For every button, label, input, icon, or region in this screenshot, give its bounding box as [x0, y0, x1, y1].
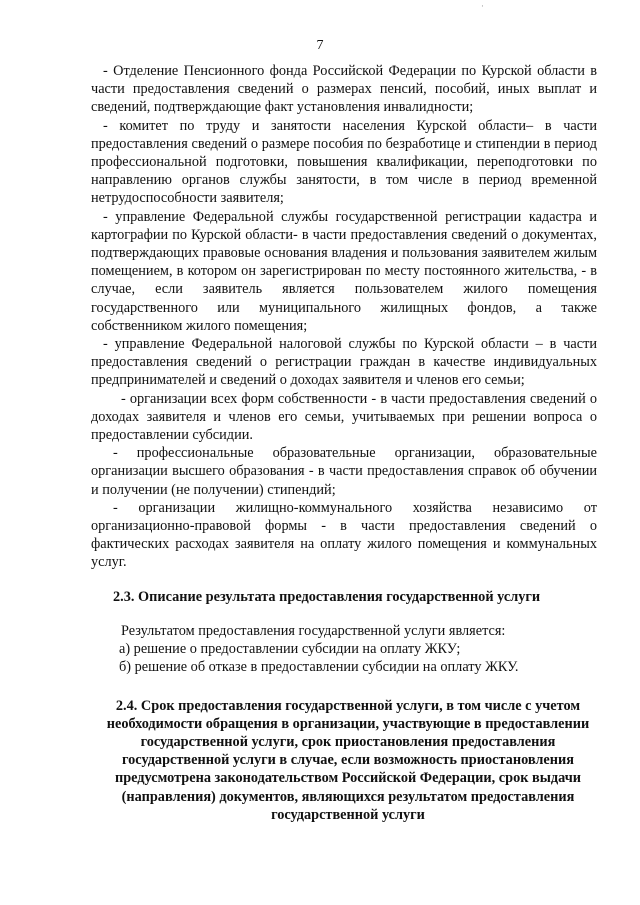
- paragraph-registration-service: - управление Федеральной службы государственной регистрации кадастра и картографии по Курской области- в части предоставления сведений о документах, подтверждающих правовые основания владения и пользования заявителем жилым помещением, в котором он зарегистрирован по месту постоянного жительства, - в случае, если заявитель является пользователем жилого помещения государственного или муниципального жилищных фондов, а также собственником жилого помещения;: [91, 208, 597, 334]
- paragraph-organizations: - организации всех форм собственности - в части предоставления сведений о доходах заявителя и членов его семьи, учитываемых при решении вопроса о предоставлении субсидии.: [91, 390, 597, 444]
- paragraph-labor-committee: - комитет по труду и занятости населения Курской области– в части предоставления сведений о размере пособия по безработице и стипендии в период профессиональной подготовки, повышения квалификации, переподготовки по направлению органов службы занятости, в том числе в период временной нетрудоспособности заявителя;: [91, 117, 597, 207]
- result-option-a: а) решение о предоставлении субсидии на оплату ЖКУ;: [119, 641, 461, 658]
- page-number: 7: [316, 38, 324, 53]
- section-2-3-results: [91, 622, 597, 677]
- paragraph-tax-service: - управление Федеральной налоговой службы по Курской области – в части предоставления сведений о регистрации граждан в качестве индивидуальных предпринимателей и сведений о доходах заявителя и членов его семьи;: [91, 336, 597, 389]
- paragraph-educational-organizations: - профессиональные образовательные организации, образовательные организации высшего образования - в части предоставления справок об обучении и получении (не получении) стипендий;: [91, 445, 597, 498]
- paragraph-pension-fund: - Отделение Пенсионного фонда Российской Федерации по Курской области в части предоставления сведений о размерах пенсий, пособий, иных выплат и сведений, подтверждающие факт установления инвалидности;: [91, 63, 597, 116]
- scan-mark: ·: [481, 2, 484, 12]
- section-2-4-heading: 2.4. Срок предоставления государственной услуги, в том числе с учетом необходимости обращения в организации, участвующие в предоставлении государственной услуги, срок приостановления предоставления государственной услуги в случае, если возможность приостановления предусмотрена законодательством Российской Федерации, срок выдачи (направления) документов, являющихся результатом предоставления государственной услуги: [106, 697, 590, 823]
- result-intro: Результатом предоставления государственной услуги является:: [121, 622, 506, 639]
- document-body: [91, 62, 597, 824]
- result-option-b: б) решение об отказе в предоставлении субсидии на оплату ЖКУ.: [119, 659, 519, 676]
- section-2-3-heading: 2.3. Описание результата предоставления государственной услуги: [113, 588, 541, 605]
- paragraph-housing-organizations: - организации жилищно-коммунального хозяйства независимо от организационно-правовой формы - в части предоставления сведений о фактических расходах заявителя на оплату жилого помещения и коммунальных услуг.: [91, 499, 597, 571]
